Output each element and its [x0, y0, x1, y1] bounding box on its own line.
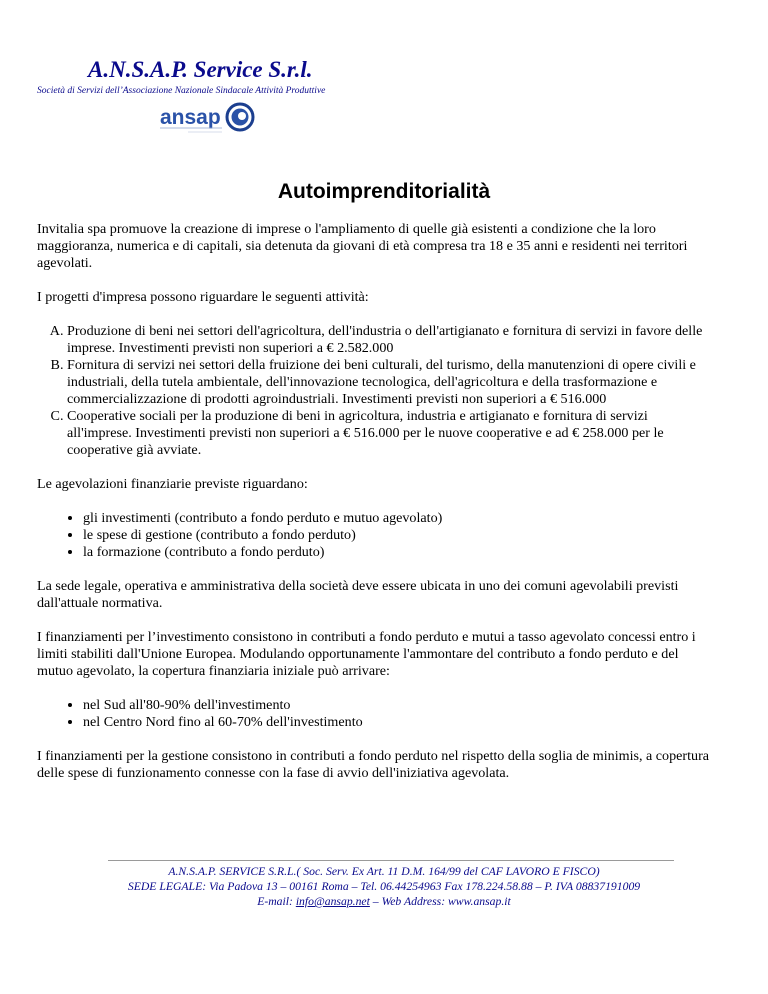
- email-link[interactable]: info@ansap.net: [295, 895, 370, 908]
- agevolazioni-intro: Le agevolazioni finanziarie previste riguardano:: [37, 476, 308, 492]
- document-body: [37, 221, 709, 799]
- company-subtitle: Società di Servizi dell’Associazione Nazionale Sindacale Attività Produttive: [37, 86, 326, 96]
- activities-list: [37, 323, 709, 459]
- list-item: • nel Sud all'80-90% dell'investimento: [83, 697, 709, 714]
- page-title: Autoimprenditorialità: [277, 180, 491, 203]
- ansap-logo: [158, 100, 258, 138]
- list-item: B. Fornitura di servizi nei settori della fruizione dei beni culturali, del turismo, della manutenzioni di opere civili e industriali, della tutela ambientale, dell'innovazione tecnologica, dell'agricoltura e della trasformazione e commercializzazione di prodotti agroindustriali. Investimenti previsti non superiori a € 516.000: [67, 357, 709, 408]
- intro-paragraph: Invitalia spa promuove la creazione di imprese o l'ampliamento di quelle già esistenti a condizione che la loro maggioranza, numerica e di capitali, sia detenuta da giovani di età compresa tra 18 e 35 anni e residenti nei territori agevolati.: [37, 221, 688, 271]
- activities-intro: I progetti d'impresa possono riguardare le seguenti attività:: [37, 289, 369, 305]
- logo-wordmark: ansap: [160, 106, 221, 129]
- footer-divider: [108, 860, 674, 861]
- list-item: • la formazione (contributo a fondo perduto): [83, 544, 709, 561]
- list-item: A. Produzione di beni nei settori dell'agricoltura, dell'industria o dell'artigianato e fornitura di servizi in favore delle imprese. Investimenti previsti non superiori a € 2.582.000: [67, 323, 709, 357]
- footer-line-3: [0, 894, 768, 909]
- footer-line-1: A.N.S.A.P. SERVICE S.R.L.( Soc. Serv. Ex Art. 11 D.M. 164/99 del CAF LAVORO E FISCO): [168, 865, 600, 878]
- footer: [0, 864, 768, 909]
- list-item: • gli investimenti (contributo a fondo perduto e mutuo agevolato): [83, 510, 709, 527]
- gestione-paragraph: I finanziamenti per la gestione consistono in contributi a fondo perduto nel rispetto della soglia de minimis, a copertura delle spese di funzionamento connesse con la fase di avvio dell'iniziativa agevolata.: [37, 748, 710, 781]
- list-item: • le spese di gestione (contributo a fondo perduto): [83, 527, 709, 544]
- company-name: A.N.S.A.P. Service S.r.l.: [88, 57, 313, 82]
- footer-line-2: SEDE LEGALE: Via Padova 13 – 00161 Roma – Tel. 06.44254963 Fax 178.224.58.88 – P. IVA 08837191009: [127, 880, 641, 893]
- sede-paragraph: La sede legale, operativa e amministrativa della società deve essere ubicata in uno dei comuni agevolabili previsti dall'attuale normativa.: [37, 578, 679, 611]
- list-item: C. Cooperative sociali per la produzione di beni in agricoltura, industria e artigianato e fornitura di servizi all'imprese. Investimenti previsti non superiori a € 516.000 per le nuove cooperative e ad € 258.000 per le cooperative già avviate.: [67, 408, 709, 459]
- copertura-list: [37, 697, 709, 731]
- agevolazioni-list: [37, 510, 709, 561]
- investimento-paragraph: I finanziamenti per l’investimento consistono in contributi a fondo perduto e mutui a tasso agevolato concessi entro i limiti stabiliti dall'Unione Europea. Modulando opportunamente l'ammontare del contributo a fondo perduto e del mutuo agevolato, la copertura finanziaria iniziale può arrivare:: [37, 629, 696, 679]
- web-address: – Web Address: www.ansap.it: [369, 895, 511, 908]
- list-item: • nel Centro Nord fino al 60-70% dell'investimento: [83, 714, 709, 731]
- email-label: E-mail:: [257, 895, 296, 908]
